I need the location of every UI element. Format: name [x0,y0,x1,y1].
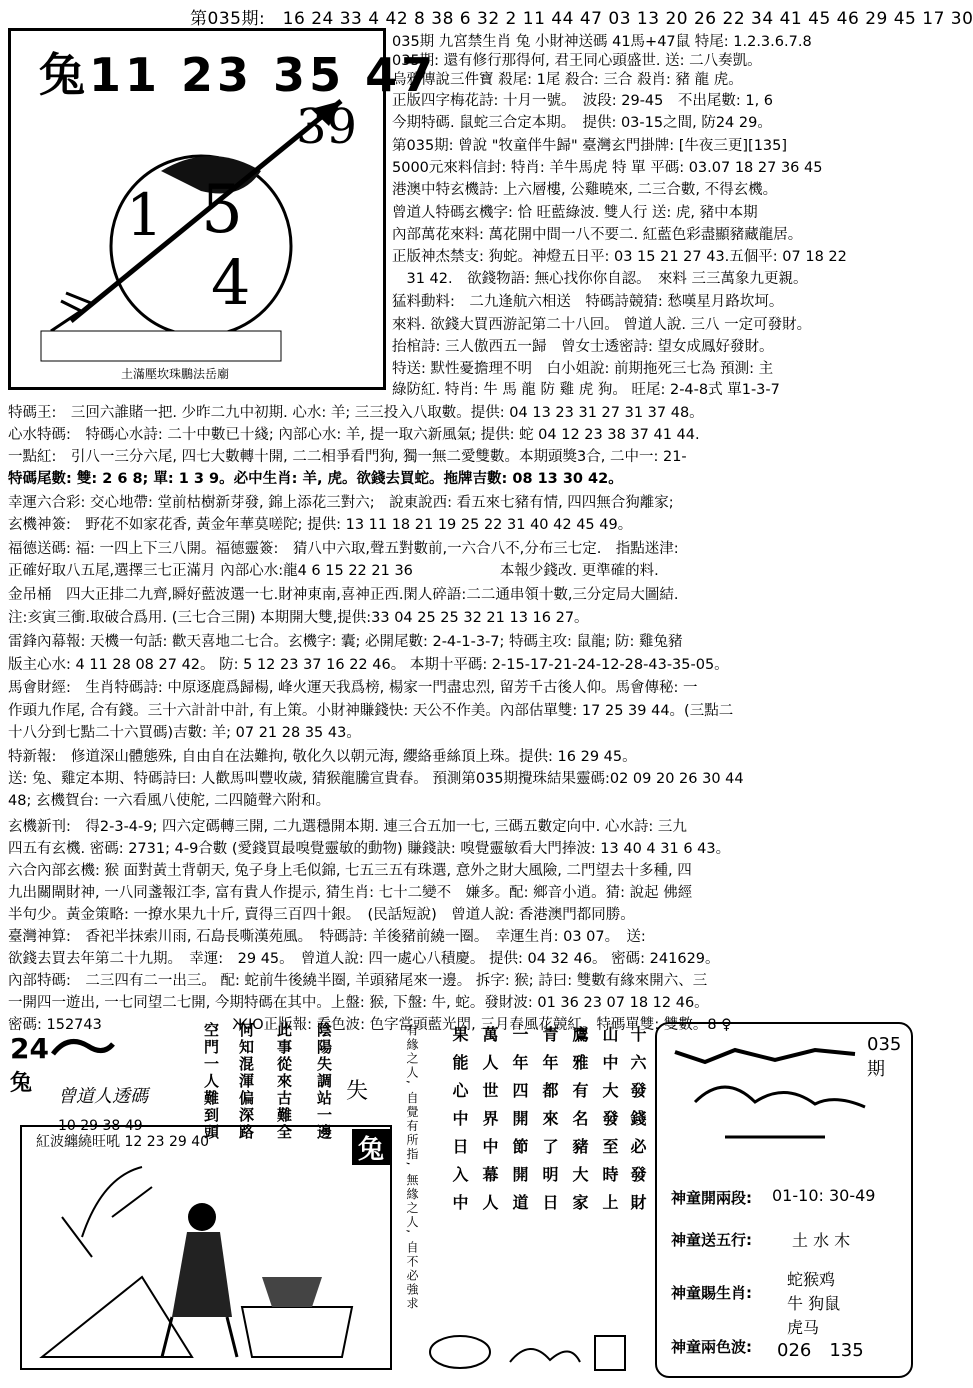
text-line: 作頭九作尾, 合有錢。三十六計計中計, 有上策。小財神賺錢快: 天公不作美。內部估單雙: 17 25 39 44。(三點二 [8,703,734,719]
poem-column: 果能心中日入中 [450,1026,469,1222]
banner-text: 紅波纏繞旺吼 12 23 29 40 [36,1134,210,1150]
illustration-box [20,1125,392,1370]
text-line: 玄機新刊: 得2-3-4-9; 四六定碼轉三開, 二九選穩開本期. 連三合五加一七, 三碼五數定向中. 心水詩: 三九 [8,819,687,835]
panel-numbers: 10 29 38 49 [58,1118,143,1134]
text-line: 今期特碼. 鼠蛇三合定本期。 提供: 03-15之間, 防24 29。 [392,115,772,131]
text-line: 內部萬花來料: 萬花開中間一八不要二. 紅藍色彩盡顯豬藏龍居。 [392,227,803,243]
verse-column: 空門一人難到頭 [202,1022,220,1141]
lead-numbers-box [8,28,438,390]
text-line: 四五有玄機. 密碼: 2731; 4-9合數 (愛錢買最嗅覺靈敏的動物) 賺錢訣: 嗅覺靈敏看大門捧波: 13 40 4 31 6 43。 [8,841,731,857]
shen-tong-box [655,1022,913,1378]
poem-column: 鷹雅有名豬大家 [570,1026,589,1222]
text-line: 第035期: 曾說 "牧童伴牛歸" 臺灣玄門掛牌: [牛夜三更][135] [392,138,788,154]
digit-39: 39 [296,99,358,155]
text-line: 港澳中特玄機詩: 上六層樓, 公雞曉來, 二三合數, 不得玄機。 [392,182,778,198]
text-line: 035期: 還有修行那得何, 君王同心頭盛世. 送: 二八奏凱。 [392,53,762,69]
poem-panel [400,1022,650,1378]
poem-column: 青年都來了明日 [540,1026,559,1222]
value-two-ranges: 01-10: 30-49 [772,1186,876,1205]
text-line: 特新報: 修道深山體態殊, 自由自在法難拘, 敬化久以朝元海, 纓絡垂絲頂上珠。提供: 16 29 45。 [8,749,637,765]
panel-tag: 24 [10,1032,49,1065]
panel-zodiac: 兔 [10,1071,33,1096]
box-title: 035期 [867,1034,902,1080]
text-line: 密碼: 152743 ЖЮ正版報: 看色波: 色字當頭藍光閃, 三月春風花競紅。特碼單雙: 雙數。8 ♀ [8,1017,732,1033]
digit-5: 5 [201,171,243,248]
text-line: 烏鴉傳說三件寶 殺尾: 1尾 殺合: 三合 殺肖: 豬 龍 虎。 [392,72,743,88]
text-line: 特碼尾數: 雙: 2 6 8; 單: 1 3 9。必中生肖: 羊, 虎。欲錢去買蛇。拖牌吉數: 08 13 30 42。 [8,471,623,487]
text-line: 版主心水: 4 11 28 08 27 42。 防: 5 12 23 37 16 22 46。 本期十平碼: 2-15-17-21-24-12-28-43-35-05。 [8,657,729,673]
text-line: 福德送碼: 福: 一四上下三八開。福德靈簽: 猜八中六取,聲五對數前,一六合八不,分布三七定. 指點迷津: [8,541,679,557]
seal-decoration [420,1332,640,1376]
text-line: 特送: 默性憂擔理不明 白小姐說: 前期拖死三七為 預測: 主 [392,361,774,377]
text-line: 臺灣神算: 香祀半抹索川雨, 石島長嘶漢苑風。 特碼詩: 羊後豬前繞一圈。 幸運生肖: 03 07。 送: [8,929,646,945]
poem-column: 一年四開節開道 [510,1026,529,1222]
side-char: 失 [346,1079,369,1104]
text-line: 注:亥寅三衝.取破合爲用. (三七合三開) 本期開大雙,提供:33 04 25 25 32 21 13 16 27。 [8,610,589,626]
text-line: 馬會財經: 生肖特碼詩: 中原逐鹿爲歸楊, 峰火運天我爲榜, 楊家一門盡忠烈, 留芳千古後人仰。馬會傳秘: 一 [8,680,698,696]
text-line: 送: 兔、雞定本期、特碼詩曰: 人歡馬叫豐收歲, 猜猴龍騰宣貴春。 預測第035期攪珠結果靈碼:02 09 20 26 30 44 [8,771,744,787]
text-line: 欲錢去買去年第二十九期。 幸運: 29 45。 曾道人說: 四一處心八積慶。 提供: 04 32 46。 密碼: 241629。 [8,951,720,967]
text-line: 035期 九宮禁生肖 兔 小財神送碼 41馬+47鼠 特尾: 1.2.3.6.7.8 [392,34,812,50]
text-line: 31 42. 欲錢物語: 無心找你你自認。 來料 三三萬象九更親。 [392,271,808,287]
value-zodiac: 蛇猴鸡牛 狗鼠虎马 [787,1270,841,1337]
text-line: 一開四一遊出, 一七同望二七開, 今期特碼在其中。上盤: 猴, 下盤: 牛, 蛇。發財波: 01 36 23 07 18 12 46。 [8,995,709,1011]
text-line: 金吊桶 四大正排二九齊,瞬好藍波選一七.財神東南,喜神正西.閑人碎語:二二通串領十數,三分定局大圖結. [8,587,679,603]
text-line: 特碼王: 三回六誰賭一把. 少昨二九中初期. 心水: 羊; 三三投入八取數。提供: 04 13 23 31 27 31 37 48。 [8,405,704,421]
issue-header: 第035期: 16 24 33 4 42 8 38 6 32 2 11 44 47 03 13 20 26 22 34 41 45 46 29 45 17 30 [190,9,973,29]
scholar-illustration [22,1157,390,1369]
label-five-elements: 神童送五行: [671,1231,752,1249]
text-line: 半句少。黃金策略: 一撩水果九十斤, 賣得三百四十銀。 (民話短說) 曾道人說: 香港澳門都同勝。 [8,907,635,923]
text-line: 正版神杰禁支: 狗蛇。神燈五日平: 03 15 21 27 43.五個平: 07 18 22 [392,249,847,265]
panel-title: 曾道人透碼 [58,1086,148,1107]
arrow-illustration [11,31,383,387]
verse-column: 陰陽失調站一邊 [315,1022,333,1141]
poem-column: 十六發錢必發財 [628,1026,647,1222]
text-line: 抬棺詩: 三人傲西五一歸 曾女士透密詩: 望女成鳳好發財。 [392,339,774,355]
box-caption: 土滿壓坎珠鵬法岳廟 [121,367,230,381]
text-line: 曾道人特碼玄機字: 恰 旺藍綠波. 雙人行 送: 虎, 豬中本期 [392,205,758,221]
digit-4: 4 [211,246,251,319]
text-line: 綠防紅. 特肖: 牛 馬 龍 防 雞 虎 狗。 旺尾: 2-4-8式 單1-3-7 [392,382,780,398]
label-zodiac: 神童賜生肖: [671,1284,752,1302]
text-line: 十八分到七點二十六買碼)吉數: 羊; 07 21 28 35 43。 [8,725,361,741]
text-line: 來料. 欲錢大買西游記第二十八回。 曾道人說. 三八 一定可發財。 [392,317,812,333]
text-line: 玄機神簽: 野花不如家花香, 黃金年華莫嗟陀; 提供: 13 11 18 21 19 25 22 31 40 42 45 49。 [8,517,633,533]
poem-column: 萬人世界中幕人 [480,1026,499,1222]
poem-column: 山中大發至時上 [600,1026,619,1222]
side-note: 有緣之人, 自覺有所指, 無緣之人, 自不必強求 [405,1024,419,1311]
text-line: 一點紅: 引八一三分六尾, 四七大數轉十開, 二二相爭看門狗, 獨一無二愛雙數。本期頭獎3合, 二中一: 21- [8,449,687,465]
rabbit-icon [48,1034,118,1064]
text-line: 48; 玄機賀台: 一六看風八使舵, 二四隨聲六附和。 [8,793,331,809]
value-five-elements: 土 水 木 [792,1231,851,1250]
text-line: 正確好取八五尾,選擇三七正滿月 內部心水:龍4 6 15 22 21 36 本報少錢改. 更準確的料. [8,563,659,579]
text-line: 正版四字梅花詩: 十月一號。 波段: 29-45 不出尾數: 1, 6 [392,93,774,109]
text-line: 雷鋒內幕報: 天機一句話: 歡天喜地二七合。玄機字: 囊; 必開尾數: 2-4-1-3-7; 特碼主攻: 鼠龍; 防: 雞兔豬 [8,634,683,650]
text-line: 心水特碼: 特碼心水詩: 二十中數已十綫; 內部心水: 羊, 提一取六新風氣; 提供: 蛇 04 12 23 38 37 41 44. [8,427,700,443]
digit-1: 1 [126,181,163,249]
verse-column: 何知混渾偏深路 [237,1022,255,1141]
text-line: 5000元來料信封: 特肖: 羊牛馬虎 特 單 平碼: 03.07 18 27 36 45 [392,160,823,176]
text-line: 六合內部玄機: 猴 面對黃土背朝天, 兔子身上毛似錦, 七五三五有珠選, 意外之財大風險, 二門望去十多種, 四 [8,863,692,879]
text-line: 幸運六合彩: 交心地帶: 堂前枯樹新芽發, 錦上添花三對六; 說東說西: 看五來七豬有情, 四四無合狗離家; [8,495,674,511]
text-line: 內部特碼: 二三四有二一出三。 配: 蛇前牛後繞半圈, 羊頭豬尾來一邊。 拆字: 猴; 詩曰: 雙數有緣來開六、三 [8,973,708,989]
lead-numbers: 兔11 23 35 47 [39,48,438,102]
label-two-colors: 神童兩色波: [671,1338,752,1356]
value-two-colors: 026 135 [777,1340,864,1361]
verse-column: 此事從來古難全 [275,1022,293,1141]
text-line: 九出關閘財神, 一八同盞報江李, 富有貴人作提示, 猜生肖: 七十二變不 嫌多。配: 鄉音小逍。猜: 說起 佛經 [8,885,693,901]
banner-zodiac: 兔 [352,1129,390,1165]
text-line: 猛料動料: 二九逢航六相送 特碼詩競猜: 愁嘆星月路坎坷。 [392,294,784,310]
label-two-ranges: 神童開兩段: [671,1189,752,1207]
